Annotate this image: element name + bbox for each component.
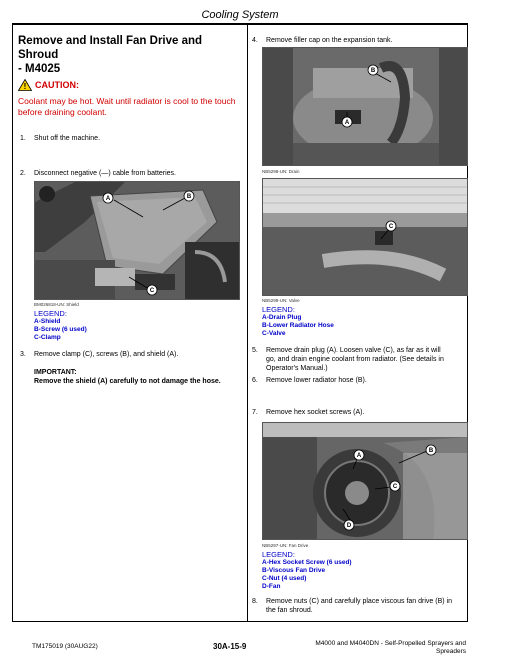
page-header-title: Cooling System [12, 6, 468, 24]
svg-text:B: B [428, 448, 434, 454]
legend-item: C-Valve [262, 330, 286, 337]
svg-text:C: C [149, 288, 155, 294]
legend-item: B-Screw (6 used) [34, 326, 87, 333]
legend-heading: LEGEND: [34, 309, 67, 318]
caution-text-line2: before draining coolant. [18, 107, 107, 117]
svg-text:C: C [388, 224, 394, 230]
svg-text:C: C [392, 484, 398, 490]
left-column [18, 34, 244, 76]
legend-item: A-Drain Plug [262, 314, 302, 321]
legend-item: C-Clamp [34, 334, 61, 341]
step-5: 5. Remove drain plug (A). Loosen valve (C), as far as it will go, and drain engine coolant from radiator. (See details in Operator's Manual.) [252, 347, 444, 372]
step-1: 1. Shut off the machine. [20, 135, 101, 142]
valve-figure [262, 178, 468, 296]
step-6: 6. Remove lower radiator hose (B). [252, 377, 367, 384]
legend-item: C-Nut (4 used) [262, 575, 307, 582]
svg-text:B: B [370, 68, 376, 74]
step-8: 8. Remove nuts (C) and carefully place viscous fan drive (B) in the fan shroud. [252, 598, 452, 614]
important-label: IMPORTANT: [34, 369, 77, 376]
svg-text:A: A [344, 120, 350, 126]
figure-caption: BM026818-UN: Shield [34, 302, 79, 307]
step-4: 4. Remove filler cap on the expansion tank. [252, 37, 393, 44]
caution-label: CAUTION: [35, 80, 79, 90]
section-title-line1: Remove and Install Fan Drive and Shroud [18, 35, 203, 61]
section-title-line2: - M4025 [18, 63, 61, 75]
fan-drive-figure [262, 422, 468, 540]
step-7: 7. Remove hex socket screws (A). [252, 409, 365, 416]
figure-caption: NB5299-UN: Valve [262, 298, 300, 303]
legend-item: A-Shield [34, 318, 61, 325]
legend-item: B-Lower Radiator Hose [262, 322, 334, 329]
legend-item: D-Fan [262, 583, 281, 590]
legend-heading: LEGEND: [262, 305, 295, 314]
step-3: 3. Remove clamp (C), screws (B), and shield (A). [20, 351, 179, 358]
shield-figure [34, 181, 240, 300]
legend-item: B-Viscous Fan Drive [262, 567, 326, 574]
svg-text:D: D [346, 523, 352, 529]
drain-figure [262, 47, 468, 166]
legend-heading: LEGEND: [262, 550, 295, 559]
figure-caption: NB5298-UN: Drain [262, 169, 300, 174]
svg-text:!: ! [23, 82, 27, 91]
caution-heading [18, 79, 79, 91]
caution-text-line1: Coolant may be hot. Wait until radiator is cool to the touch [18, 96, 236, 106]
document-id: TM175019 (30AUG22) [32, 643, 98, 650]
svg-text:B: B [186, 194, 192, 200]
step-2: 2. Disconnect negative (—) cable from batteries. [20, 170, 177, 177]
legend-item: A-Hex Socket Screw (6 used) [262, 559, 352, 566]
column-divider [247, 24, 248, 622]
svg-text:A: A [356, 453, 362, 459]
product-title: M4000 and M4040DN - Self-Propelled Sprayers and Spreaders [315, 640, 466, 655]
svg-text:A: A [105, 196, 111, 202]
warning-triangle-icon [18, 79, 32, 91]
page-number: 30A-15-9 [213, 642, 247, 651]
important-text: Remove the shield (A) carefully to not damage the hose. [34, 378, 221, 385]
figure-caption: NB5297-UN: Fan Drive [262, 543, 309, 548]
